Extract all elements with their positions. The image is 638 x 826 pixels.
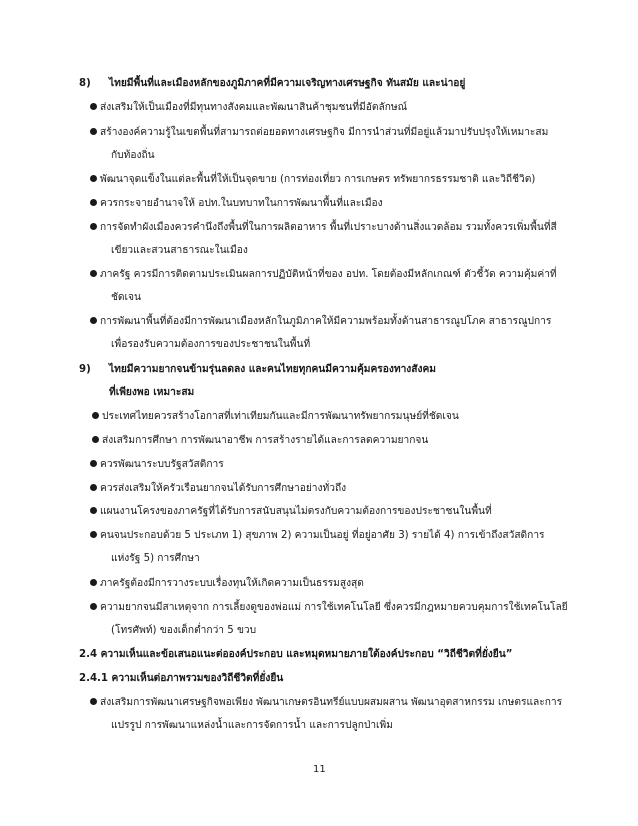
bullet-icon — [90, 507, 97, 514]
list-item: พัฒนาจุดแข็งในแต่ละพื้นที่ให้เป็นจุดขาย (การท่องเที่ยว การเกษตร ทรัพยากรธรรมชาติ และวิถีชีวิต) — [90, 173, 535, 187]
list-item: ควรกระจายอำนาจให้ อปท.ในบทบาทในการพัฒนาพื้นที่และเมือง — [90, 197, 383, 211]
section-8-title: ไทยมีพื้นที่และเมืองหลักของภูมิภาคที่มีความเจริญทางเศรษฐกิจ ทันสมัย และน่าอยู่ — [109, 78, 466, 89]
bullet-icon — [90, 317, 97, 324]
bullet-icon — [90, 128, 97, 135]
list-item: ภาครัฐ ควรมีการติดตามประเมินผลการปฏิบัติหน้าที่ของ อปท. โดยต้องมีหลักเกณฑ์ ตัวชี้วัด ความคุ้มค่าที่ — [90, 268, 557, 282]
bullet-icon — [90, 531, 97, 538]
section-2-4-1-heading: 2.4.1 ความเห็นต่อภาพรวมของวิถีชีวิตที่ยั่งยืน — [79, 673, 284, 684]
bullet-icon — [90, 579, 97, 586]
section-9-number: 9) — [79, 364, 91, 375]
list-item: ส่งเสริมการพัฒนาเศรษฐกิจพอเพียง พัฒนาเกษตรอินทรีย์แบบผสมผสาน พัฒนาอุตสาหกรรม เกษตรและการ — [90, 696, 562, 710]
section-9-title-continuation: ที่เพียงพอ เหมาะสม — [109, 387, 195, 398]
list-item-continuation: ชัดเจน — [111, 292, 141, 303]
list-item-continuation: (โทรศัพท์) ของเด็กต่ำกว่า 5 ขวบ — [111, 625, 257, 636]
bullet-icon — [90, 603, 97, 610]
list-item-continuation: แปรรูป การพัฒนาแหล่งน้ำและการจัดการน้ำ และการปลูกป่าเพิ่ม — [111, 720, 393, 731]
list-item: ความยากจนมีสาเหตุจาก การเลี้ยงดูของพ่อแม่ การใช้เทคโนโลยี ซึ่งควรมีกฎหมายควบคุมการใช้เทคโนโลยี — [90, 601, 568, 615]
page-number: 11 — [313, 764, 326, 775]
list-item-continuation: เขียวและสวนสาธารณะในเมือง — [111, 245, 248, 256]
list-item: ส่งเสริมให้เป็นเมืองที่มีทุนทางสังคมและพัฒนาสินค้าชุมชนที่มีอัตลักษณ์ — [90, 101, 407, 115]
list-item: ควรส่งเสริมให้ครัวเรือนยากจนได้รับการศึกษาอย่างทั่วถึง — [90, 482, 346, 496]
list-item-continuation: เพื่อรองรับความต้องการของประชาชนในพื้นที่ — [111, 339, 311, 350]
list-item: ภาครัฐต้องมีการวางระบบเรื่องทุนให้เกิดความเป็นธรรมสูงสุด — [90, 577, 364, 591]
section-8-number: 8) — [79, 78, 91, 89]
list-item: ประเทศไทยควรสร้างโอกาสที่เท่าเทียมกันและมีการพัฒนาทรัพยากรมนุษย์ที่ชัดเจน — [92, 410, 459, 424]
bullet-icon — [92, 412, 99, 419]
list-item: แผนงานโครงของภาครัฐที่ได้รับการสนับสนุนไม่ตรงกับความต้องการของประชาชนในพื้นที่ — [90, 505, 492, 519]
section-8-heading — [79, 77, 465, 91]
list-item: สร้างองค์ความรู้ในเขตพื้นที่สามารถต่อยอดทางเศรษฐกิจ มีการนำส่วนที่มีอยู่แล้วมาปรับปรุงให้เหมาะสม — [90, 126, 548, 140]
bullet-icon — [90, 698, 97, 705]
section-9-title: ไทยมีความยากจนข้ามรุ่นลดลง และคนไทยทุกคนมีความคุ้มครองทางสังคม — [109, 364, 437, 375]
bullet-icon — [90, 484, 97, 491]
list-item-continuation: กับท้องถิ่น — [111, 150, 155, 161]
list-item: ควรพัฒนาระบบรัฐสวัสดิการ — [90, 458, 224, 472]
list-item: ส่งเสริมการศึกษา การพัฒนาอาชีพ การสร้างรายได้และการลดความยากจน — [92, 434, 428, 448]
bullet-icon — [90, 103, 97, 110]
section-9-heading — [79, 363, 436, 377]
list-item-continuation: แห่งรัฐ 5) การศึกษา — [111, 553, 200, 564]
bullet-icon — [90, 460, 97, 467]
list-item: คนจนประกอบด้วย 5 ประเภท 1) สุขภาพ 2) ความเป็นอยู่ ที่อยู่อาศัย 3) รายได้ 4) การเข้าถึงสวัสดิการ — [90, 529, 545, 543]
bullet-icon — [92, 436, 99, 443]
list-item: การพัฒนาพื้นที่ต้องมีการพัฒนาเมืองหลักในภูมิภาคให้มีความพร้อมทั้งด้านสาธารณูปโภค สาธารณูปการ — [90, 315, 551, 329]
bullet-icon — [90, 175, 97, 182]
bullet-icon — [90, 199, 97, 206]
bullet-icon — [90, 270, 97, 277]
bullet-icon — [90, 223, 97, 230]
list-item: การจัดทำผังเมืองควรคำนึงถึงพื้นที่ในการผลิตอาหาร พื้นที่เปราะบางด้านสิ่งแวดล้อม รวมทั้งควรเพิ่มพื้นที่สี — [90, 221, 557, 235]
section-2-4-heading: 2.4 ความเห็นและข้อเสนอแนะต่อองค์ประกอบ และหมุดหมายภายใต้องค์ประกอบ “วิถีชีวิตที่ยั่งยืน” — [79, 649, 513, 660]
